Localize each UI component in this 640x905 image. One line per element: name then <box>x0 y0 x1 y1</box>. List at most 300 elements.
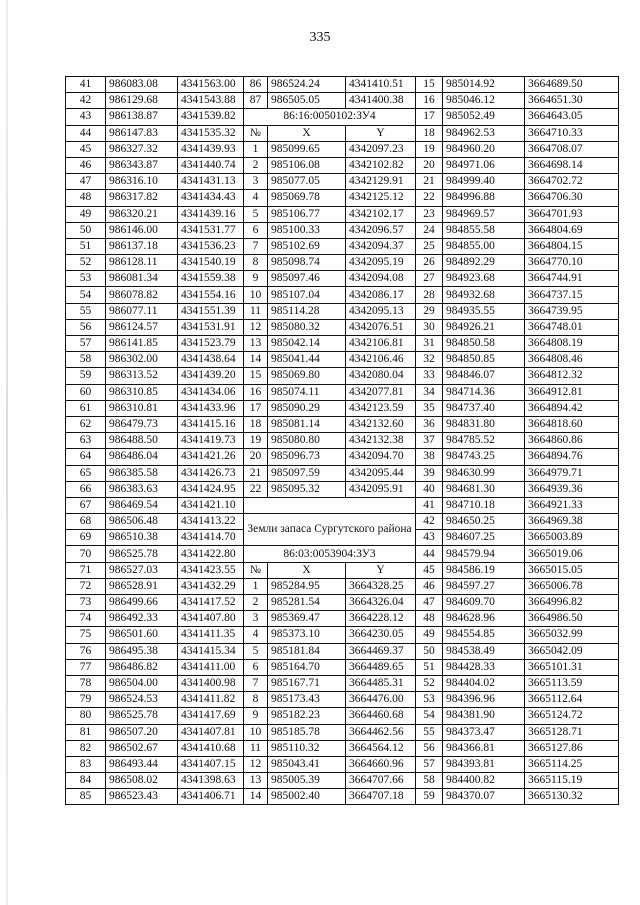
c-cell-x: 984960.20 <box>443 141 525 157</box>
a-cell-num: 81 <box>66 724 106 740</box>
a-cell-num: 51 <box>66 238 106 254</box>
a-cell-num: 46 <box>66 157 106 173</box>
a-cell-y: 4341554.16 <box>178 287 244 303</box>
blank-cell <box>244 497 416 513</box>
c-cell-y: 3664748.01 <box>525 319 619 335</box>
b-cell-y: 3664489.65 <box>346 659 416 675</box>
a-cell-x: 986077.11 <box>106 303 178 319</box>
a-cell-num: 57 <box>66 336 106 352</box>
c-cell-y: 3664739.95 <box>525 303 619 319</box>
a-cell-num: 52 <box>66 255 106 271</box>
table-row <box>66 157 619 173</box>
a-cell-y: 4341536.23 <box>178 238 244 254</box>
b-cell-y: 4342094.08 <box>346 271 416 287</box>
c-cell-num: 27 <box>416 271 443 287</box>
table-row <box>66 384 619 400</box>
c-cell-y: 3665130.32 <box>525 789 619 805</box>
b-cell-x: 985164.70 <box>268 659 346 675</box>
a-cell-y: 4341431.13 <box>178 174 244 190</box>
b-cell-x: 985069.80 <box>268 368 346 384</box>
b-cell-num: 5 <box>244 643 268 659</box>
b-cell-y: 4342080.04 <box>346 368 416 384</box>
c-cell-num: 47 <box>416 595 443 611</box>
b-cell-x: 985005.39 <box>268 773 346 789</box>
b-cell-num: 2 <box>244 157 268 173</box>
b-cell-y: 4342125.12 <box>346 190 416 206</box>
a-cell-y: 4341433.96 <box>178 400 244 416</box>
table-row <box>66 141 619 157</box>
b-cell-num: 9 <box>244 271 268 287</box>
c-cell-y: 3664979.71 <box>525 465 619 481</box>
a-cell-x: 986316.10 <box>106 174 178 190</box>
c-cell-y: 3665032.99 <box>525 627 619 643</box>
c-cell-x: 984628.96 <box>443 611 525 627</box>
c-cell-y: 3664701.93 <box>525 206 619 222</box>
b-cell-y: 4342132.60 <box>346 416 416 432</box>
table-row <box>66 562 619 578</box>
table-row <box>66 93 619 109</box>
b-cell-num: 8 <box>244 255 268 271</box>
table-row <box>66 303 619 319</box>
c-cell-x: 984999.40 <box>443 174 525 190</box>
table-row <box>66 319 619 335</box>
a-cell-num: 61 <box>66 400 106 416</box>
b-cell-y: 3664460.68 <box>346 708 416 724</box>
a-cell-num: 59 <box>66 368 106 384</box>
a-cell-y: 4341410.68 <box>178 740 244 756</box>
table-row <box>66 109 619 125</box>
a-cell-x: 986495.38 <box>106 643 178 659</box>
b-cell-y: 4342095.44 <box>346 465 416 481</box>
b-cell-x: 986524.24 <box>268 77 346 93</box>
b-cell-y: 4342123.59 <box>346 400 416 416</box>
c-cell-x: 984962.53 <box>443 125 525 141</box>
a-cell-x: 986343.87 <box>106 157 178 173</box>
a-cell-num: 76 <box>66 643 106 659</box>
c-cell-y: 3664804.69 <box>525 222 619 238</box>
c-cell-y: 3664770.10 <box>525 255 619 271</box>
c-cell-x: 985046.12 <box>443 93 525 109</box>
b-cell-y: 3664707.18 <box>346 789 416 805</box>
table-row <box>66 740 619 756</box>
a-cell-y: 4341543.88 <box>178 93 244 109</box>
a-cell-x: 986527.03 <box>106 562 178 578</box>
c-cell-x: 984370.07 <box>443 789 525 805</box>
a-cell-num: 65 <box>66 465 106 481</box>
b-cell-y: 4341410.51 <box>346 77 416 93</box>
a-cell-y: 4341415.34 <box>178 643 244 659</box>
a-cell-y: 4341423.55 <box>178 562 244 578</box>
c-cell-x: 984597.27 <box>443 578 525 594</box>
table-row <box>66 400 619 416</box>
b-cell-y: 4342132.38 <box>346 433 416 449</box>
b-cell-y: 4342094.70 <box>346 449 416 465</box>
a-cell-y: 4341540.19 <box>178 255 244 271</box>
a-cell-x: 986317.82 <box>106 190 178 206</box>
a-cell-x: 986504.00 <box>106 675 178 691</box>
c-cell-num: 42 <box>416 514 443 530</box>
c-cell-num: 51 <box>416 659 443 675</box>
a-cell-x: 986137.18 <box>106 238 178 254</box>
b1-header-y: Y <box>346 125 416 141</box>
b-cell-num: 20 <box>244 449 268 465</box>
c-cell-y: 3664702.72 <box>525 174 619 190</box>
a-cell-y: 4341411.35 <box>178 627 244 643</box>
c-cell-num: 22 <box>416 190 443 206</box>
c-cell-num: 58 <box>416 773 443 789</box>
b-cell-y: 4342095.91 <box>346 481 416 497</box>
c-cell-num: 24 <box>416 222 443 238</box>
c-cell-x: 984935.55 <box>443 303 525 319</box>
c-cell-x: 984785.52 <box>443 433 525 449</box>
a-cell-x: 986528.91 <box>106 578 178 594</box>
b-cell-y: 3664476.00 <box>346 692 416 708</box>
c-cell-y: 3664744.91 <box>525 271 619 287</box>
c-cell-y: 3665115.19 <box>525 773 619 789</box>
c-cell-num: 46 <box>416 578 443 594</box>
b-cell-num: 22 <box>244 481 268 497</box>
c-cell-y: 3664710.33 <box>525 125 619 141</box>
parcel-title: 86:16:0050102:ЗУ4 <box>244 109 416 125</box>
b-cell-y: 4342086.17 <box>346 287 416 303</box>
b-cell-y: 4341400.38 <box>346 93 416 109</box>
b-cell-x: 985097.46 <box>268 271 346 287</box>
c-cell-x: 984630.99 <box>443 465 525 481</box>
b-cell-x: 985114.28 <box>268 303 346 319</box>
a-cell-x: 986499.66 <box>106 595 178 611</box>
a-cell-x: 986507.20 <box>106 724 178 740</box>
a-cell-num: 69 <box>66 530 106 546</box>
a-cell-num: 53 <box>66 271 106 287</box>
coordinate-table <box>65 76 619 805</box>
b-cell-num: 12 <box>244 319 268 335</box>
a-cell-x: 986081.34 <box>106 271 178 287</box>
b-cell-x: 985182.23 <box>268 708 346 724</box>
c-cell-x: 984714.36 <box>443 384 525 400</box>
c-cell-y: 3665112.64 <box>525 692 619 708</box>
a-cell-y: 4341419.73 <box>178 433 244 449</box>
b-cell-x: 985167.71 <box>268 675 346 691</box>
a-cell-x: 986469.54 <box>106 497 178 513</box>
b-cell-x: 985100.33 <box>268 222 346 238</box>
c-cell-x: 984538.49 <box>443 643 525 659</box>
b-cell-y: 4342095.13 <box>346 303 416 319</box>
c-cell-num: 55 <box>416 724 443 740</box>
a-cell-y: 4341438.64 <box>178 352 244 368</box>
c-cell-x: 984579.94 <box>443 546 525 562</box>
a-cell-y: 4341434.06 <box>178 384 244 400</box>
c-cell-x: 984996.88 <box>443 190 525 206</box>
table-row <box>66 611 619 627</box>
table-row <box>66 659 619 675</box>
c-cell-num: 40 <box>416 481 443 497</box>
table-row <box>66 255 619 271</box>
table-row <box>66 546 619 562</box>
a-cell-num: 71 <box>66 562 106 578</box>
c-cell-num: 26 <box>416 255 443 271</box>
a-cell-y: 4341417.52 <box>178 595 244 611</box>
c-cell-x: 984404.02 <box>443 675 525 691</box>
b2-header-y: Y <box>346 562 416 578</box>
b-cell-num: 13 <box>244 773 268 789</box>
c-cell-y: 3664818.60 <box>525 416 619 432</box>
a-cell-y: 4341539.82 <box>178 109 244 125</box>
b-cell-num: 10 <box>244 287 268 303</box>
c-cell-x: 984393.81 <box>443 756 525 772</box>
b-cell-x: 985077.05 <box>268 174 346 190</box>
b-cell-x: 985106.77 <box>268 206 346 222</box>
a-cell-x: 986313.52 <box>106 368 178 384</box>
b-cell-x: 985069.78 <box>268 190 346 206</box>
a-cell-y: 4341440.74 <box>178 157 244 173</box>
table-row <box>66 756 619 772</box>
b-cell-num: 4 <box>244 190 268 206</box>
c-cell-num: 38 <box>416 449 443 465</box>
c-cell-x: 984710.18 <box>443 497 525 513</box>
a-cell-y: 4341407.80 <box>178 611 244 627</box>
c-cell-num: 29 <box>416 303 443 319</box>
a-cell-num: 49 <box>66 206 106 222</box>
table-row <box>66 368 619 384</box>
b-cell-y: 3664485.31 <box>346 675 416 691</box>
c-cell-num: 54 <box>416 708 443 724</box>
b-cell-num: 10 <box>244 724 268 740</box>
table-row <box>66 692 619 708</box>
scan-edge <box>6 0 8 905</box>
table-row <box>66 336 619 352</box>
b-cell-y: 4342094.37 <box>346 238 416 254</box>
a-cell-x: 986501.60 <box>106 627 178 643</box>
a-cell-x: 986146.00 <box>106 222 178 238</box>
b-cell-y: 4342106.46 <box>346 352 416 368</box>
table-row <box>66 433 619 449</box>
c-cell-num: 28 <box>416 287 443 303</box>
a-cell-x: 986302.00 <box>106 352 178 368</box>
table-row <box>66 514 619 530</box>
a-cell-y: 4341415.16 <box>178 416 244 432</box>
b-cell-x: 985369.47 <box>268 611 346 627</box>
a-cell-y: 4341407.15 <box>178 756 244 772</box>
page-number: 335 <box>309 30 331 45</box>
b-cell-x: 985002.40 <box>268 789 346 805</box>
a-cell-num: 68 <box>66 514 106 530</box>
b-cell-x: 985373.10 <box>268 627 346 643</box>
c-cell-num: 21 <box>416 174 443 190</box>
a-cell-x: 986141.85 <box>106 336 178 352</box>
a-cell-y: 4341411.82 <box>178 692 244 708</box>
table-row <box>66 708 619 724</box>
a-cell-x: 986523.43 <box>106 789 178 805</box>
b1-header-x: X <box>268 125 346 141</box>
a-cell-num: 67 <box>66 497 106 513</box>
c-cell-x: 984926.21 <box>443 319 525 335</box>
table-row <box>66 238 619 254</box>
c-cell-x: 984428.33 <box>443 659 525 675</box>
a-cell-y: 4341400.98 <box>178 675 244 691</box>
c-cell-y: 3664939.36 <box>525 481 619 497</box>
parcel-title: 86:03:0053904:ЗУ3 <box>244 546 416 562</box>
c-cell-num: 45 <box>416 562 443 578</box>
a-cell-num: 45 <box>66 141 106 157</box>
c-cell-y: 3664808.19 <box>525 336 619 352</box>
c-cell-y: 3664912.81 <box>525 384 619 400</box>
b-cell-x: 985042.14 <box>268 336 346 352</box>
c-cell-x: 984366.81 <box>443 740 525 756</box>
c-cell-y: 3665101.31 <box>525 659 619 675</box>
c-cell-y: 3665015.05 <box>525 562 619 578</box>
b-cell-y: 4342102.82 <box>346 157 416 173</box>
b-cell-num: 6 <box>244 659 268 675</box>
b-cell-x: 985081.14 <box>268 416 346 432</box>
a-cell-x: 986492.33 <box>106 611 178 627</box>
a-cell-y: 4341417.69 <box>178 708 244 724</box>
c-cell-y: 3665127.86 <box>525 740 619 756</box>
table-row <box>66 125 619 141</box>
a-cell-x: 986493.44 <box>106 756 178 772</box>
a-cell-x: 986327.32 <box>106 141 178 157</box>
a-cell-y: 4341413.22 <box>178 514 244 530</box>
b-cell-x: 985106.08 <box>268 157 346 173</box>
c-cell-num: 34 <box>416 384 443 400</box>
b-cell-y: 4342097.23 <box>346 141 416 157</box>
b-cell-num: 18 <box>244 416 268 432</box>
b-cell-num: 12 <box>244 756 268 772</box>
c-cell-num: 17 <box>416 109 443 125</box>
c-cell-y: 3665019.06 <box>525 546 619 562</box>
c-cell-y: 3664894.42 <box>525 400 619 416</box>
b-cell-num: 1 <box>244 578 268 594</box>
a-cell-num: 78 <box>66 675 106 691</box>
c-cell-x: 984971.06 <box>443 157 525 173</box>
b-cell-x: 985043.41 <box>268 756 346 772</box>
c-cell-x: 985014.92 <box>443 77 525 93</box>
a-cell-num: 56 <box>66 319 106 335</box>
b-cell-x: 985095.32 <box>268 481 346 497</box>
b-cell-num: 7 <box>244 675 268 691</box>
c-cell-x: 984932.68 <box>443 287 525 303</box>
c-cell-x: 984586.19 <box>443 562 525 578</box>
b-cell-y: 3664230.05 <box>346 627 416 643</box>
b-cell-x: 985090.29 <box>268 400 346 416</box>
table-row <box>66 465 619 481</box>
table-row <box>66 724 619 740</box>
a-cell-x: 986129.68 <box>106 93 178 109</box>
b-cell-num: 17 <box>244 400 268 416</box>
a-cell-num: 62 <box>66 416 106 432</box>
a-cell-num: 47 <box>66 174 106 190</box>
b-cell-y: 4342106.81 <box>346 336 416 352</box>
b-cell-x: 985097.59 <box>268 465 346 481</box>
a-cell-y: 4341414.70 <box>178 530 244 546</box>
b-cell-num: 87 <box>244 93 268 109</box>
table-row <box>66 578 619 594</box>
a-cell-num: 42 <box>66 93 106 109</box>
b1-header-num: № <box>244 125 268 141</box>
c-cell-y: 3664921.33 <box>525 497 619 513</box>
c-cell-num: 44 <box>416 546 443 562</box>
a-cell-num: 72 <box>66 578 106 594</box>
a-cell-x: 986383.63 <box>106 481 178 497</box>
a-cell-num: 84 <box>66 773 106 789</box>
b-cell-x: 985284.95 <box>268 578 346 594</box>
c-cell-num: 31 <box>416 336 443 352</box>
c-cell-x: 984850.85 <box>443 352 525 368</box>
table-row <box>66 271 619 287</box>
a-cell-num: 60 <box>66 384 106 400</box>
c-cell-x: 984855.58 <box>443 222 525 238</box>
b2-header-num: № <box>244 562 268 578</box>
table-row <box>66 190 619 206</box>
b-cell-y: 4342102.17 <box>346 206 416 222</box>
a-cell-num: 43 <box>66 109 106 125</box>
a-cell-num: 48 <box>66 190 106 206</box>
a-cell-x: 986320.21 <box>106 206 178 222</box>
a-cell-y: 4341531.91 <box>178 319 244 335</box>
a-cell-x: 986488.50 <box>106 433 178 449</box>
c-cell-x: 984850.58 <box>443 336 525 352</box>
table-row <box>66 287 619 303</box>
c-cell-y: 3664689.50 <box>525 77 619 93</box>
a-cell-y: 4341434.43 <box>178 190 244 206</box>
c-cell-y: 3664996.82 <box>525 595 619 611</box>
c-cell-y: 3664708.07 <box>525 141 619 157</box>
a-cell-y: 4341535.32 <box>178 125 244 141</box>
c-cell-num: 49 <box>416 627 443 643</box>
a-cell-y: 4341406.71 <box>178 789 244 805</box>
table-row <box>66 352 619 368</box>
b-cell-x: 985173.43 <box>268 692 346 708</box>
b-cell-x: 985080.80 <box>268 433 346 449</box>
a-cell-x: 986128.11 <box>106 255 178 271</box>
c-cell-x: 984743.25 <box>443 449 525 465</box>
b-cell-num: 16 <box>244 384 268 400</box>
b-cell-x: 985041.44 <box>268 352 346 368</box>
table-row <box>66 627 619 643</box>
c-cell-x: 984396.96 <box>443 692 525 708</box>
b-cell-num: 6 <box>244 222 268 238</box>
b-cell-y: 4342129.91 <box>346 174 416 190</box>
c-cell-y: 3664737.15 <box>525 287 619 303</box>
c-cell-num: 18 <box>416 125 443 141</box>
a-cell-x: 986078.82 <box>106 287 178 303</box>
a-cell-y: 4341439.93 <box>178 141 244 157</box>
b-cell-x: 986505.05 <box>268 93 346 109</box>
table-row <box>66 222 619 238</box>
c-cell-num: 48 <box>416 611 443 627</box>
c-cell-y: 3664894.76 <box>525 449 619 465</box>
c-cell-y: 3665124.72 <box>525 708 619 724</box>
c-cell-num: 41 <box>416 497 443 513</box>
table-row <box>66 773 619 789</box>
a-cell-num: 77 <box>66 659 106 675</box>
b2-header-x: X <box>268 562 346 578</box>
table-row <box>66 675 619 691</box>
b-cell-y: 4342095.19 <box>346 255 416 271</box>
table-row <box>66 449 619 465</box>
b-cell-y: 3664660.96 <box>346 756 416 772</box>
c-cell-x: 985052.49 <box>443 109 525 125</box>
a-cell-num: 54 <box>66 287 106 303</box>
table-row <box>66 643 619 659</box>
c-cell-y: 3664804.15 <box>525 238 619 254</box>
a-cell-y: 4341421.10 <box>178 497 244 513</box>
b-cell-num: 21 <box>244 465 268 481</box>
a-cell-x: 986486.04 <box>106 449 178 465</box>
c-cell-num: 59 <box>416 789 443 805</box>
a-cell-num: 63 <box>66 433 106 449</box>
c-cell-num: 36 <box>416 416 443 432</box>
b-cell-x: 985098.74 <box>268 255 346 271</box>
